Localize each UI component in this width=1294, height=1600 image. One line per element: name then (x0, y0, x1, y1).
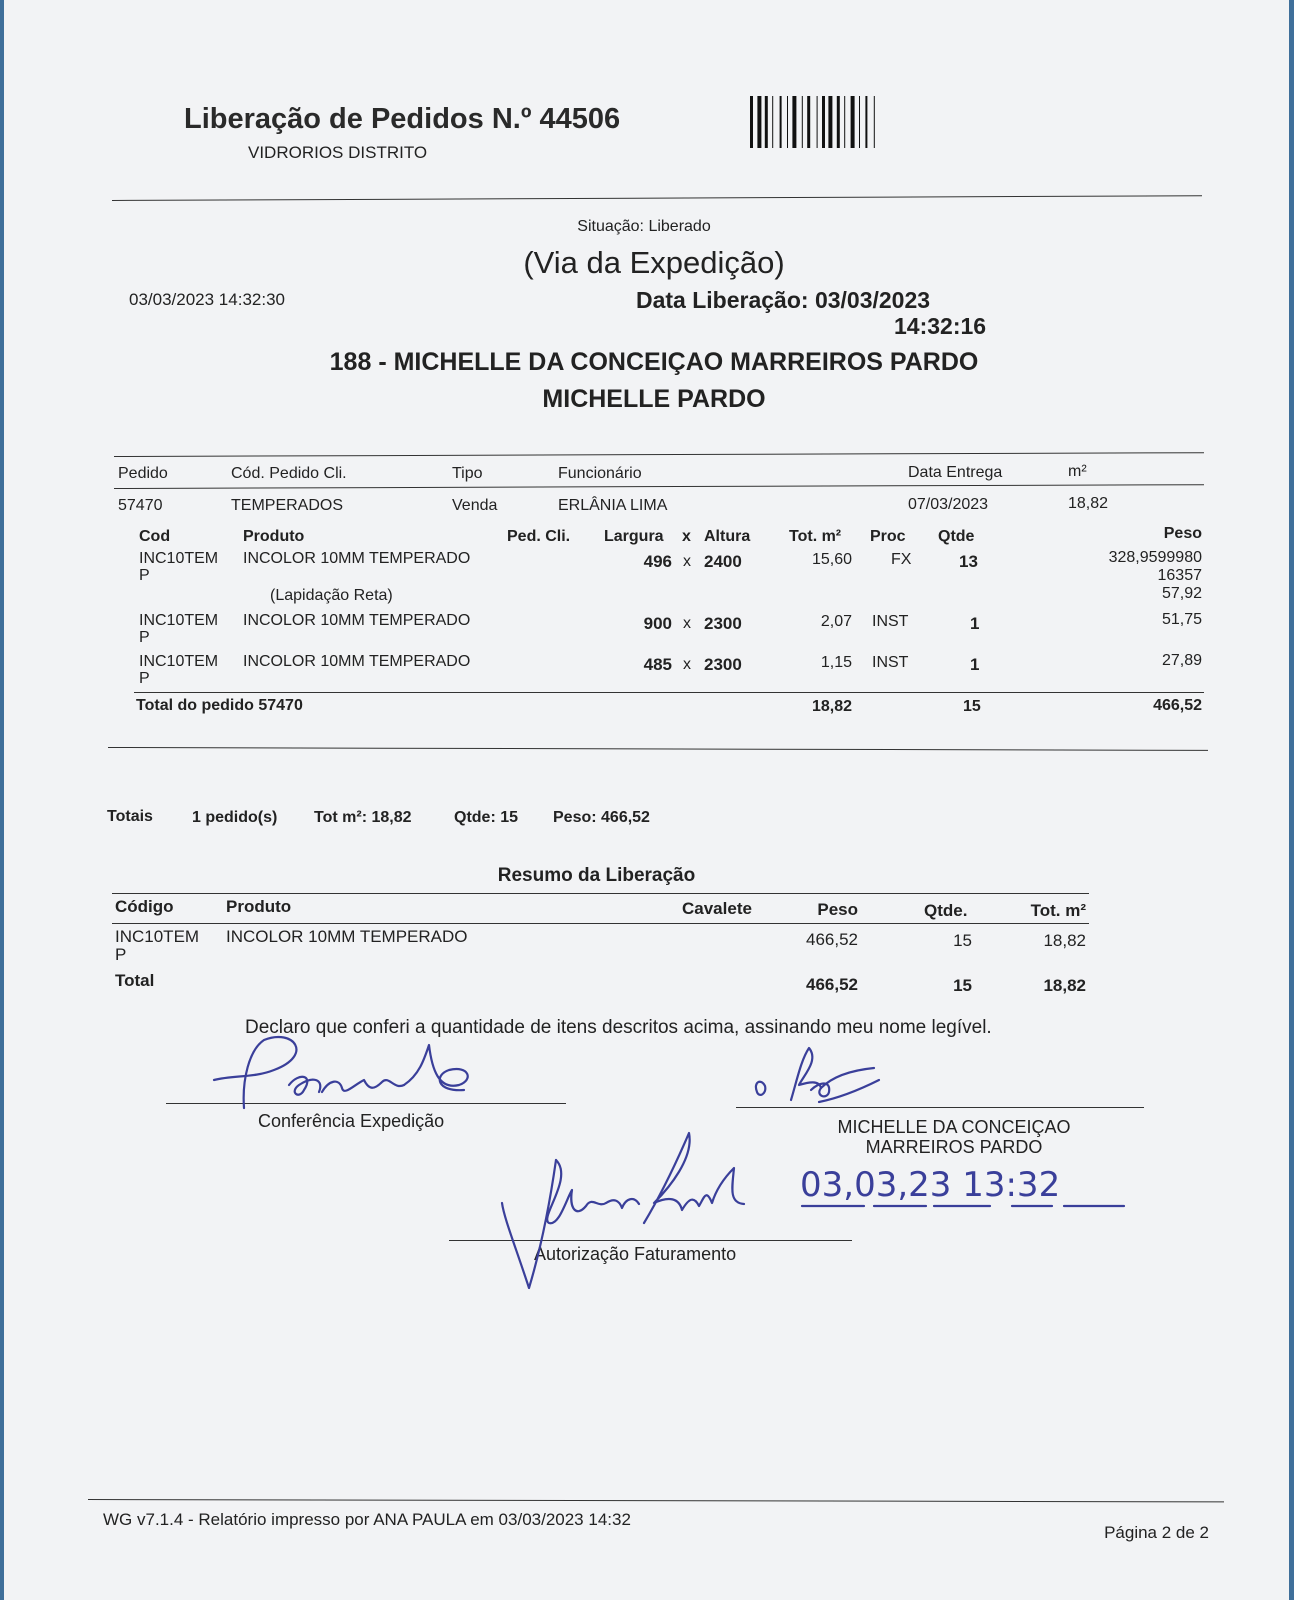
order-total-m2: 18,82 (811, 698, 852, 715)
client-short-name: MICHELLE PARDO (542, 385, 766, 413)
handwritten-date (794, 1162, 1144, 1212)
item-3-qty: 1 (970, 655, 980, 674)
item-3-height: 2300 (704, 655, 742, 674)
item-3-product: INCOLOR 10MM TEMPERADO (243, 653, 471, 670)
page-number: Página 2 de 2 (1104, 1523, 1209, 1542)
document-page (4, 0, 1289, 1600)
col-data-entrega: Data Entrega (908, 464, 1003, 481)
client-signature-name-cont: MARREIROS PARDO (865, 1137, 1043, 1157)
status-text: Situação: Liberado (577, 218, 711, 235)
item-2-code: INC10TEM (139, 612, 219, 629)
order-total-label: Total do pedido 57470 (136, 697, 303, 714)
item-2-width: 900 (643, 614, 672, 633)
order-number: 57470 (118, 497, 163, 514)
copy-type: (Via da Expedição) (523, 245, 785, 280)
items-col-qtde: Qtde (938, 528, 975, 545)
item-3-width: 485 (643, 655, 672, 674)
print-datetime: 03/03/2023 14:32:30 (129, 290, 285, 309)
order-m2: 18,82 (1068, 495, 1109, 512)
item-1-code: INC10TEM (139, 550, 219, 567)
release-time: 14:32:16 (894, 313, 987, 339)
summary-row-weight: 466,52 (806, 930, 858, 949)
summary-col-produto: Produto (226, 897, 292, 916)
items-col-tot-m2: Tot. m² (789, 528, 842, 545)
items-col-altura: Altura (704, 528, 751, 545)
item-2-product: INCOLOR 10MM TEMPERADO (243, 612, 471, 629)
order-client-code: TEMPERADOS (231, 497, 344, 514)
item-3-proc: INST (872, 654, 909, 671)
signature-shipping (204, 1030, 504, 1115)
report-printed-by: WG v7.1.4 - Relatório impresso por ANA PAULA em 03/03/2023 14:32 (103, 1510, 631, 1529)
summary-col-codigo: Código (115, 897, 174, 916)
item-3-x: x (683, 656, 691, 673)
order-employee: ERLÂNIA LIMA (558, 497, 668, 514)
summary-total-weight: 466,52 (806, 975, 858, 994)
totals-qty: Qtde: 15 (454, 809, 519, 826)
summary-total-m2: 18,82 (1043, 976, 1086, 995)
client-signature-name: MICHELLE DA CONCEIÇAO (837, 1117, 1071, 1137)
items-col-proc: Proc (870, 528, 906, 545)
declaration-text: Declaro que conferi a quantidade de itens descritos acima, assinando meu nome legível. (245, 1017, 992, 1038)
release-date: Data Liberação: 03/03/2023 (636, 287, 931, 313)
col-cod-pedido-cli: Cód. Pedido Cli. (231, 465, 347, 482)
item-1-tot-m2: 15,60 (811, 551, 852, 568)
item-2-height: 2300 (704, 614, 742, 633)
summary-row-m2: 18,82 (1043, 931, 1086, 950)
svg-text:03,03,23 13:32: 03,03,23 13:32 (800, 1165, 1061, 1205)
company-name: VIDRORIOS DISTRITO (248, 143, 428, 162)
totals-label: Totais (107, 808, 153, 825)
item-3-code-cont: P (139, 670, 150, 687)
col-funcionario: Funcionário (558, 465, 642, 482)
col-m2: m² (1068, 463, 1087, 480)
order-delivery-date: 07/03/2023 (908, 496, 989, 513)
item-2-weight: 51,75 (1161, 611, 1202, 628)
summary-total-qty: 15 (953, 976, 972, 995)
item-3-tot-m2: 1,15 (820, 654, 852, 671)
summary-row-product: INCOLOR 10MM TEMPERADO (226, 927, 468, 946)
summary-row-code: INC10TEM (115, 927, 200, 946)
item-2-tot-m2: 2,07 (820, 613, 852, 630)
item-1-service: (Lapidação Reta) (270, 587, 393, 604)
summary-title: Resumo da Liberação (497, 865, 696, 886)
item-1-width: 496 (643, 552, 672, 571)
item-1-product: INCOLOR 10MM TEMPERADO (243, 550, 471, 567)
summary-col-tot-m2: Tot. m² (1030, 901, 1086, 920)
summary-col-qtde: Qtde. (924, 901, 968, 920)
document-title: Liberação de Pedidos N.º 44506 (184, 103, 621, 135)
item-1-weight: 328,9599980 (1108, 549, 1202, 566)
item-2-code-cont: P (139, 629, 150, 646)
item-1-service-weight: 57,92 (1161, 585, 1202, 602)
item-1-x: x (683, 553, 691, 570)
shipping-check-label: Conferência Expedição (258, 1111, 445, 1131)
signature-billing (494, 1128, 764, 1293)
summary-col-peso: Peso (817, 900, 858, 919)
totals-orders: 1 pedido(s) (192, 809, 278, 826)
totals-weight: Peso: 466,52 (553, 809, 650, 826)
summary-total-label: Total (115, 971, 155, 990)
items-col-ped-cli: Ped. Cli. (507, 528, 571, 545)
items-col-peso: Peso (1163, 525, 1202, 542)
col-pedido: Pedido (118, 465, 168, 482)
col-tipo: Tipo (452, 465, 483, 482)
item-1-code-cont: P (139, 567, 150, 584)
order-total-qty: 15 (963, 698, 981, 715)
billing-authorization-label: Autorização Faturamento (534, 1244, 737, 1264)
summary-row-qty: 15 (953, 931, 972, 950)
item-2-x: x (683, 615, 691, 632)
summary-row-code-cont: P (115, 945, 127, 964)
barcode (750, 96, 940, 148)
items-col-cod: Cod (139, 528, 171, 545)
order-type: Venda (452, 497, 498, 514)
item-3-weight: 27,89 (1161, 652, 1202, 669)
items-col-produto: Produto (243, 528, 305, 545)
signature-client (749, 1040, 889, 1105)
summary-col-cavalete: Cavalete (682, 899, 752, 918)
item-1-height: 2400 (704, 552, 742, 571)
item-3-code: INC10TEM (139, 653, 219, 670)
item-2-proc: INST (872, 613, 909, 630)
item-2-qty: 1 (970, 614, 980, 633)
client-name: 188 - MICHELLE DA CONCEIÇAO MARREIROS PARDO (329, 348, 979, 376)
order-total-weight: 466,52 (1153, 697, 1202, 714)
item-1-qty: 13 (959, 552, 978, 571)
totals-m2: Tot m²: 18,82 (314, 809, 412, 826)
items-col-largura: Largura (604, 528, 664, 545)
item-1-proc: FX (891, 551, 912, 568)
items-col-x: x (682, 528, 691, 545)
item-1-weight-cont: 16357 (1157, 567, 1202, 584)
